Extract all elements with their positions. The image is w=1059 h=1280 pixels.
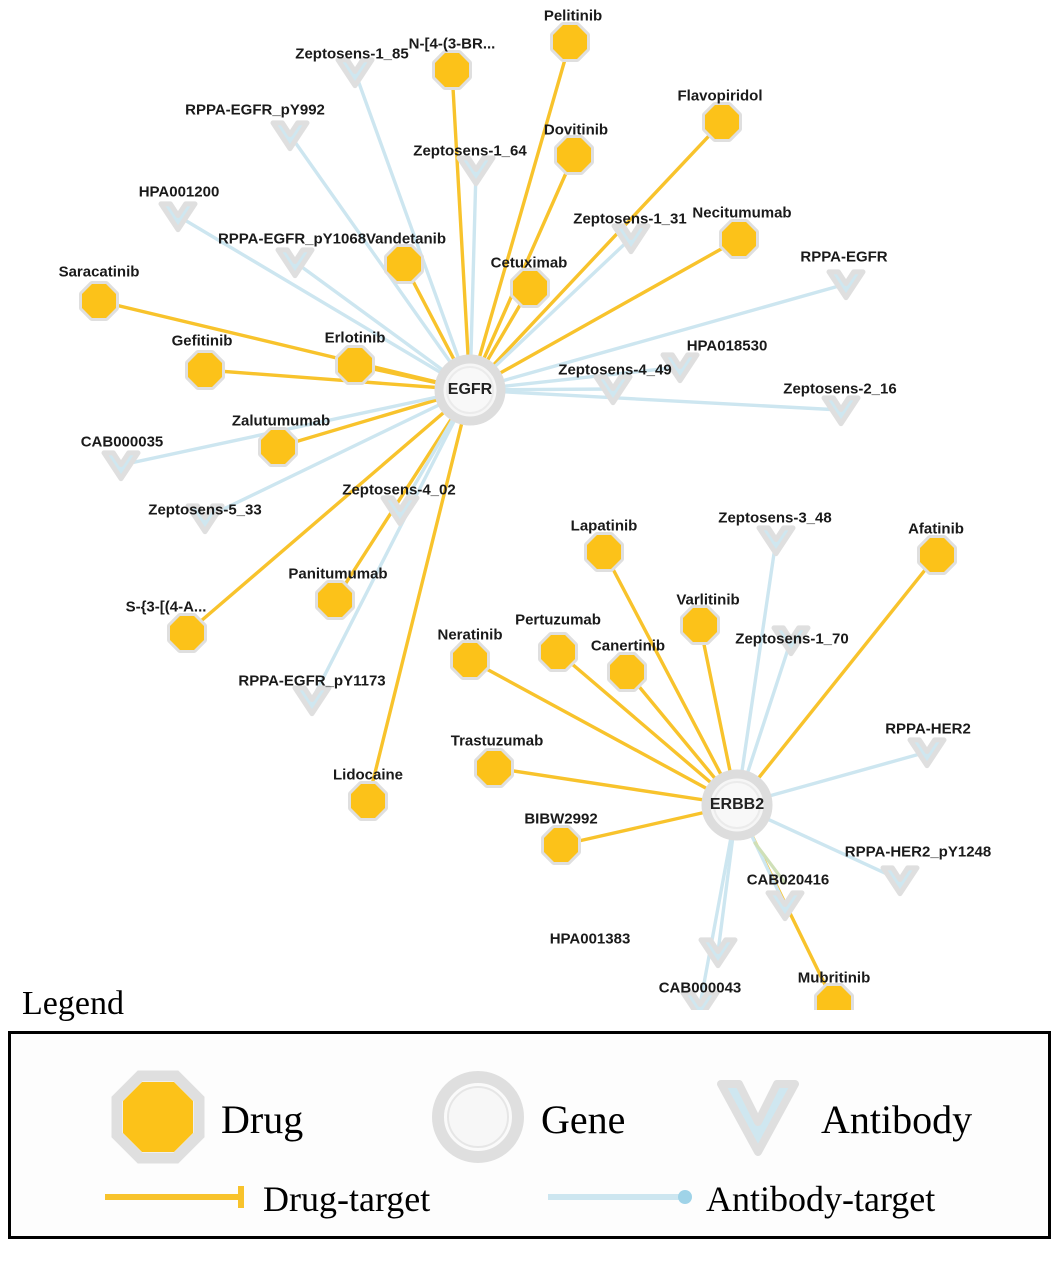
legend-edge-antibody-target xyxy=(546,1178,935,1220)
graph-edge xyxy=(452,70,470,390)
node-label: Zeptosens-1_70 xyxy=(735,630,849,648)
node-label: RPPA-HER2 xyxy=(885,720,971,738)
drug-node-core[interactable] xyxy=(557,138,591,172)
legend-box xyxy=(8,1031,1051,1239)
node-label: Pertuzumab xyxy=(515,611,601,629)
legend-label-drug-target: Drug-target xyxy=(263,1179,431,1219)
antibody-node[interactable] xyxy=(161,204,195,230)
legend-label-antibody: Antibody xyxy=(821,1097,973,1142)
drug-node-core[interactable] xyxy=(722,222,756,256)
node-label: Trastuzumab xyxy=(450,732,544,750)
node-label: N-[4-(3-BR... xyxy=(408,35,496,53)
drug-node-core[interactable] xyxy=(318,583,352,617)
antibody-node[interactable] xyxy=(338,60,372,86)
antibody-node[interactable] xyxy=(768,893,802,919)
legend xyxy=(8,985,1051,1239)
node-label: BIBW2992 xyxy=(524,810,598,828)
legend-label-drug: Drug xyxy=(221,1097,304,1142)
chevron-down-icon xyxy=(711,1070,805,1169)
drug-node-core[interactable] xyxy=(705,105,739,139)
node-label: CAB020416 xyxy=(746,871,830,889)
drug-node-core[interactable] xyxy=(453,643,487,677)
circle-ring-icon xyxy=(431,1070,525,1169)
antibody-node[interactable] xyxy=(273,123,307,149)
node-label: Zeptosens-5_33 xyxy=(148,501,262,519)
drug-node-core[interactable] xyxy=(435,53,469,87)
node-label: Pelitinib xyxy=(543,7,603,25)
drug-target-edge-icon xyxy=(103,1182,253,1217)
legend-node-row xyxy=(11,1062,1048,1162)
node-label: ERBB2 xyxy=(709,796,765,813)
legend-edge-row xyxy=(11,1174,1048,1234)
node-label: Varlitinib xyxy=(676,591,740,609)
node-label: Zeptosens-1_31 xyxy=(573,210,687,228)
node-label: CAB000043 xyxy=(658,979,742,997)
drug-node-core[interactable] xyxy=(338,348,372,382)
antibody-node[interactable] xyxy=(459,158,493,184)
node-label: Vandetanib xyxy=(365,230,447,248)
drug-node-core[interactable] xyxy=(477,751,511,785)
legend-item-antibody xyxy=(711,1070,972,1169)
node-label: HPA001200 xyxy=(138,183,220,201)
node-label: Zeptosens-2_16 xyxy=(783,380,897,398)
drug-node-core[interactable] xyxy=(610,655,644,689)
node-label: Afatinib xyxy=(908,520,964,538)
node-label: RPPA-HER2_pY1248 xyxy=(844,843,992,861)
node-label: RPPA-EGFR_pY1068 xyxy=(217,230,367,248)
node-label: Mubritinib xyxy=(797,969,871,987)
drug-node-core[interactable] xyxy=(587,535,621,569)
antibody-node[interactable] xyxy=(910,740,944,766)
node-label: Erlotinib xyxy=(324,329,386,347)
antibody-node[interactable] xyxy=(759,528,793,554)
octagon-icon xyxy=(111,1070,205,1169)
node-label: S-{3-[(4-A... xyxy=(125,598,207,616)
legend-item-drug xyxy=(111,1070,303,1169)
node-label: HPA018530 xyxy=(686,337,768,355)
node-label: Zalutumumab xyxy=(231,412,331,430)
node-label: Zeptosens-3_48 xyxy=(718,509,832,527)
legend-label-gene: Gene xyxy=(541,1097,626,1142)
drug-node-core[interactable] xyxy=(544,828,578,862)
node-label: RPPA-EGFR_pY992 xyxy=(185,101,325,119)
legend-edge-drug-target xyxy=(103,1178,430,1220)
drug-node-core[interactable] xyxy=(920,538,954,572)
node-label: EGFR xyxy=(447,381,493,398)
node-label: Cetuximab xyxy=(490,254,568,272)
node-label: Zeptosens-1_85 xyxy=(295,45,409,63)
node-label: Neratinib xyxy=(437,626,503,644)
antibody-node[interactable] xyxy=(104,453,138,479)
drug-node-core[interactable] xyxy=(387,247,421,281)
drug-node-core[interactable] xyxy=(541,635,575,669)
node-label: Canertinib xyxy=(590,637,666,655)
antibody-target-edge-icon xyxy=(546,1182,696,1217)
node-label: Panitumumab xyxy=(288,565,388,583)
node-label: Zeptosens-1_64 xyxy=(413,142,527,160)
drug-node-core[interactable] xyxy=(553,25,587,59)
node-label: HPA001383 xyxy=(549,930,631,948)
graph-edge xyxy=(312,390,470,700)
drug-node-core[interactable] xyxy=(683,608,717,642)
drug-node-core[interactable] xyxy=(170,616,204,650)
drug-node-core[interactable] xyxy=(351,784,385,818)
node-label: Gefitinib xyxy=(171,332,233,350)
node-label: Saracatinib xyxy=(58,263,140,281)
node-label: Lapatinib xyxy=(570,517,638,535)
drug-node-core[interactable] xyxy=(261,430,295,464)
node-label: Dovitinib xyxy=(543,121,609,139)
drug-node-core[interactable] xyxy=(188,353,222,387)
node-label: RPPA-EGFR xyxy=(800,248,888,266)
node-label: RPPA-EGFR_pY1173 xyxy=(238,672,386,690)
node-label: Necitumumab xyxy=(692,204,792,222)
node-label: Flavopiridol xyxy=(677,87,763,105)
antibody-node[interactable] xyxy=(829,272,863,298)
node-label: Lidocaine xyxy=(332,766,404,784)
antibody-node[interactable] xyxy=(883,868,917,894)
drug-node-core[interactable] xyxy=(513,271,547,305)
node-label: Zeptosens-4_02 xyxy=(342,481,456,499)
node-label: CAB000035 xyxy=(80,433,164,451)
drug-node-core[interactable] xyxy=(82,284,116,318)
node-label: Zeptosens-4_49 xyxy=(558,361,672,379)
legend-title: Legend xyxy=(22,985,124,1022)
legend-item-gene xyxy=(431,1070,625,1169)
antibody-node[interactable] xyxy=(295,688,329,714)
legend-label-antibody-target: Antibody-target xyxy=(706,1179,936,1219)
